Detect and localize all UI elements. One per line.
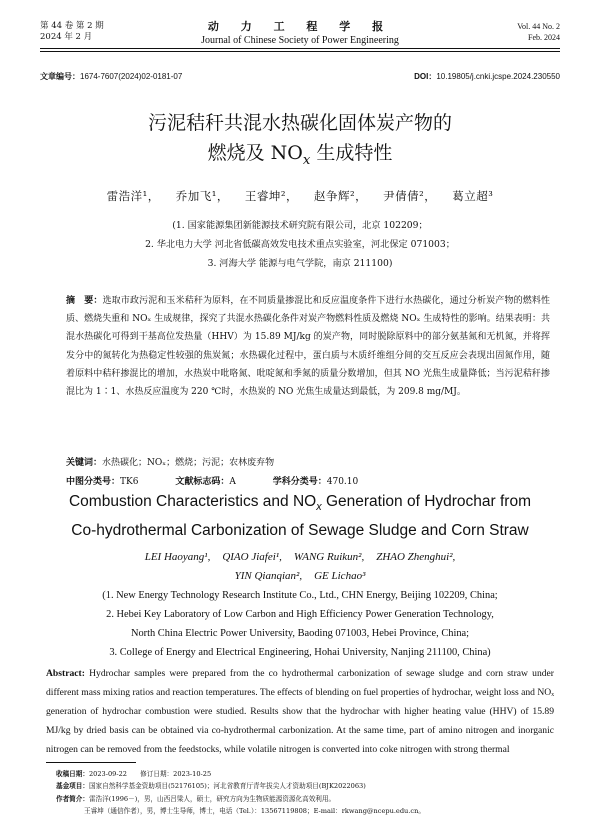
- footnote-funding: [56, 780, 556, 792]
- document-code-label: 文献标志码：: [175, 477, 230, 487]
- affiliation-cn: 3. 河海大学 能源与电气学院，南京 211100): [207, 258, 393, 269]
- doi-value[interactable]: 10.19805/j.cnki.jcspe.2024.230550: [436, 72, 560, 81]
- title-en-line2: Co-hydrothermal Carbonization of Sewage Sludge and Corn Straw: [71, 522, 529, 540]
- abstract-cn-text: 选取市政污泥和玉米秸秆为原料，在不同质量掺混比和反应温度条件下进行水热碳化，通过分析炭产物的燃料性质、燃烧失重和 NOₓ 生成规律，探究了共混水热碳化条件对炭产物燃料性质及燃烧 NOₓ 生成特性的影响。结果表明：共混水热碳化可得到干基高位发热量（HHV）为 15.89 MJ/kg 的炭产物，同时脱除原料中的部分氨基氮和无机氮，并将挥发分中的氮转化为热稳定性较强的焦炭氮；水热碳化过程中，蛋白质与木质纤维组分间的交互反应会表现出固氮作用，随着原料中秸秆掺混比的增加，水热炭中吡咯氮、吡啶氮和季氮的质量分数增加，但其 NO 光焦生成量降低；当污泥秸秆掺混比为 1∶1、水热反应温度为 220 ℃时，水热炭的 NO 光焦生成量达到最低，为 209.8 mg/MJ。: [66, 296, 550, 398]
- abstract-en-label: Abstract:: [46, 668, 85, 679]
- title-en-line1-pre: Combustion Characteristics and NO: [68, 493, 317, 510]
- header-rule-thick: [40, 48, 560, 49]
- title-en-line1-post: Generation of Hydrochar from: [321, 493, 531, 510]
- keywords-cn-text: 水热碳化；NOₓ；燃烧；污泥；农林废弃物: [102, 458, 275, 468]
- abstract-en-text: Hydrochar samples were prepared from the co hydrothermal carbonization of sewage sludge and corn straw under different mass mixing ratios and reaction temperatures. The effects of blending on fuel properties of hydrochar, weight loss and NOₓ generation of hydrochar combustion were studied. Results show that the hydrochar with higher heating value (HHV) of 15.89 MJ/kg by dried basis can be obtained via co-hydrothermal carbonization. At the same time, part of amino nitrogen and inorganic nitrogen can be removed from the feedstocks, while volatile nitrogen is converted into coke nitrogen with strong thermal: [46, 668, 554, 755]
- footnote-text: 王睿坤（通信作者），男，博士生导师，博士，电话（Tel.）：13567119808；E-mail：rkwang@ncepu.edu.cn。: [84, 807, 425, 816]
- title-en: [0, 490, 600, 543]
- title-cn-line2-post: 生成特性: [310, 142, 393, 164]
- affiliation-cn: (1. 国家能源集团新能源技术研究院有限公司，北京 102209；: [172, 220, 428, 231]
- abstract-en: [46, 664, 554, 759]
- author-en: QIAO Jiafei¹,: [222, 551, 282, 563]
- authors-en-line1: [0, 548, 600, 567]
- title-en-subscript: x: [316, 501, 322, 514]
- header-date-cn: 2024 年 2 月: [40, 32, 93, 42]
- footnote-rule: [46, 762, 136, 763]
- author-en: ZHAO Zhenghui²,: [376, 551, 456, 563]
- header-date-en: Feb. 2024: [528, 33, 560, 42]
- author-en: GE Lichao³: [314, 570, 366, 582]
- author-en: YIN Qianqian²,: [234, 570, 303, 582]
- title-cn-line1: 污泥秸秆共混水热碳化固体炭产物的: [147, 112, 452, 134]
- author-cn: 雷浩洋¹，: [106, 189, 160, 203]
- journal-name-cn: 动 力 工 程 学 报: [207, 20, 393, 33]
- article-number-label: 文章编号：: [40, 72, 80, 81]
- affiliations-cn: [0, 216, 600, 273]
- footnote-label: 基金项目：: [56, 782, 89, 791]
- affiliation-en: (1. New Energy Technology Research Institute Co., Ltd., CHN Energy, Beijing 102209, China;: [102, 590, 498, 601]
- affiliation-en: 3. College of Energy and Electrical Engineering, Hohai University, Nanjing 211100, China): [109, 647, 491, 658]
- subject-code: [273, 474, 359, 487]
- title-en-line1: [0, 490, 600, 519]
- affiliation-en: 2. Hebei Key Laboratory of Low Carbon and High Efficiency Power Generation Technology,: [106, 609, 494, 620]
- abstract-cn: [66, 292, 550, 401]
- affiliation-cn: 2. 华北电力大学 河北省低碳高效发电技术重点实验室，河北保定 071003；: [145, 239, 455, 250]
- subject-code-label: 学科分类号：: [272, 477, 327, 487]
- title-cn: [0, 108, 600, 176]
- footnote-text: 雷浩洋(1996－)，男，山西吕梁人，硕士，研究方向为生物质能源资源化高效利用。: [88, 794, 336, 803]
- author-cn: 葛立超³: [452, 189, 494, 203]
- footnotes: [56, 768, 556, 818]
- journal-name-en: Journal of Chinese Society of Power Engineering: [201, 35, 399, 46]
- title-cn-subscript: x: [302, 152, 311, 168]
- clc-label: 中图分类号：: [66, 477, 121, 487]
- author-cn: 尹倩倩²，: [383, 189, 437, 203]
- keywords-cn-label: 关键词：: [66, 458, 103, 468]
- journal-header: [0, 18, 600, 46]
- author-cn: 赵争辉²，: [314, 189, 368, 203]
- header-rule-thin: [40, 51, 560, 52]
- authors-cn: [0, 188, 600, 204]
- authors-en: [0, 548, 600, 586]
- author-cn: 王睿坤²，: [244, 189, 298, 203]
- footnote-author-bio: [56, 793, 556, 805]
- doi[interactable]: [414, 71, 560, 82]
- clc-value: TK6: [120, 477, 139, 487]
- article-number: [40, 71, 182, 82]
- subject-code-value: 470.10: [326, 477, 359, 487]
- header-volume-cn: 第 44 卷 第 2 期: [40, 21, 104, 31]
- document-code-value: A: [229, 477, 236, 487]
- footnote-corresponding: [56, 805, 556, 817]
- title-cn-line2-pre: 燃烧及 NO: [207, 142, 303, 164]
- document-code: [175, 474, 236, 487]
- affiliations-en: [0, 586, 600, 662]
- classification-cn: [66, 474, 392, 487]
- footnote-text: 国家自然科学基金资助项目(52176105)；河北省教育厅青年拔尖人才资助项目(BJK2022063): [88, 782, 366, 791]
- author-en: WANG Ruikun²,: [293, 551, 365, 563]
- title-cn-line2: [0, 138, 600, 176]
- abstract-cn-label: 摘 要：: [66, 296, 103, 306]
- header-volume-en: Vol. 44 No. 2: [517, 22, 560, 31]
- article-number-value: 1674-7607(2024)02-0181-07: [80, 72, 183, 81]
- footnote-label: 作者简介：: [56, 794, 89, 803]
- author-cn: 乔加飞¹，: [175, 189, 229, 203]
- clc-number: [66, 474, 138, 487]
- footnote-text: 2023-09-22 修订日期：2023-10-25: [88, 770, 212, 778]
- header-right: [517, 21, 560, 43]
- affiliation-en: North China Electric Power University, Baoding 071003, Hebei Province, China;: [130, 628, 470, 639]
- author-en: LEI Haoyang¹,: [144, 551, 211, 563]
- footnote-label: 收稿日期：: [56, 770, 89, 778]
- doi-label: DOI：: [414, 72, 437, 81]
- keywords-cn: [66, 455, 550, 468]
- authors-en-line2: [0, 567, 600, 586]
- footnote-received: [56, 768, 556, 780]
